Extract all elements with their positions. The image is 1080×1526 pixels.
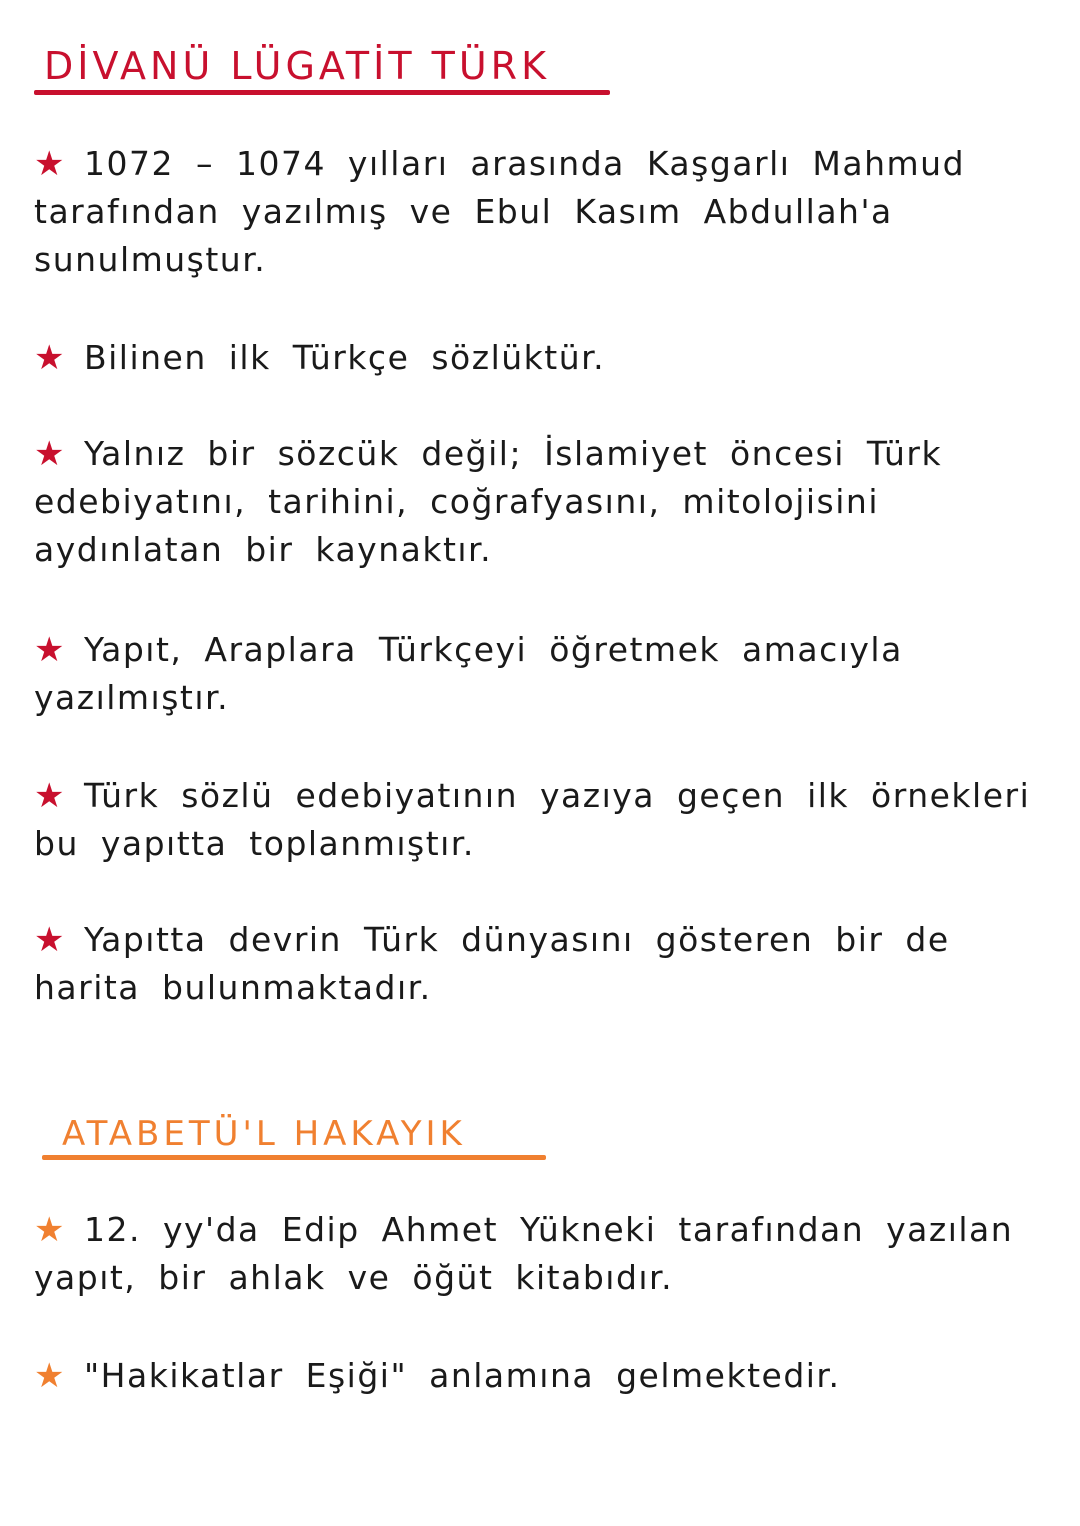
star-icon: ★ — [34, 1356, 66, 1396]
bullet-item — [34, 1206, 1044, 1302]
bullet-item — [34, 916, 1044, 1012]
title-underline — [34, 90, 610, 95]
star-icon: ★ — [34, 920, 66, 960]
title-underline — [42, 1155, 546, 1160]
bullet-text: Bilinen ilk Türkçe sözlüktür. — [84, 338, 606, 377]
bullet-item — [34, 626, 1044, 722]
bullet-item — [34, 1352, 1044, 1400]
bullet-text: Yalnız bir sözcük değil; İslamiyet öncesi Türk edebiyatını, tarihini, coğrafyasını, mitolojisini aydınlatan bir kaynaktır. — [34, 434, 943, 569]
bullet-text: Türk sözlü edebiyatının yazıya geçen ilk örnekleri bu yapıtta toplanmıştır. — [34, 776, 1031, 863]
section-title-divanu: DİVANÜ LÜGATİT TÜRK — [44, 44, 550, 88]
section-title-atabetul: ATABETÜ'L HAKAYIK — [62, 1114, 466, 1154]
bullet-text: "Hakikatlar Eşiği" anlamına gelmektedir. — [84, 1356, 841, 1395]
star-icon: ★ — [34, 1210, 66, 1250]
bullet-item — [34, 430, 1044, 574]
bullet-item — [34, 772, 1044, 868]
star-icon: ★ — [34, 144, 66, 184]
bullet-item — [34, 140, 1044, 284]
star-icon: ★ — [34, 338, 66, 378]
bullet-text: 1072 – 1074 yılları arasında Kaşgarlı Mahmud tarafından yazılmış ve Ebul Kasım Abdullah'a sunulmuştur. — [34, 144, 966, 279]
star-icon: ★ — [34, 776, 66, 816]
bullet-item — [34, 334, 1044, 382]
star-icon: ★ — [34, 630, 66, 670]
bullet-text: Yapıt, Araplara Türkçeyi öğretmek amacıyla yazılmıştır. — [34, 630, 903, 717]
bullet-text: Yapıtta devrin Türk dünyasını gösteren bir de harita bulunmaktadır. — [34, 920, 950, 1007]
bullet-text: 12. yy'da Edip Ahmet Yükneki tarafından yazılan yapıt, bir ahlak ve öğüt kitabıdır. — [34, 1210, 1014, 1297]
star-icon: ★ — [34, 434, 66, 474]
